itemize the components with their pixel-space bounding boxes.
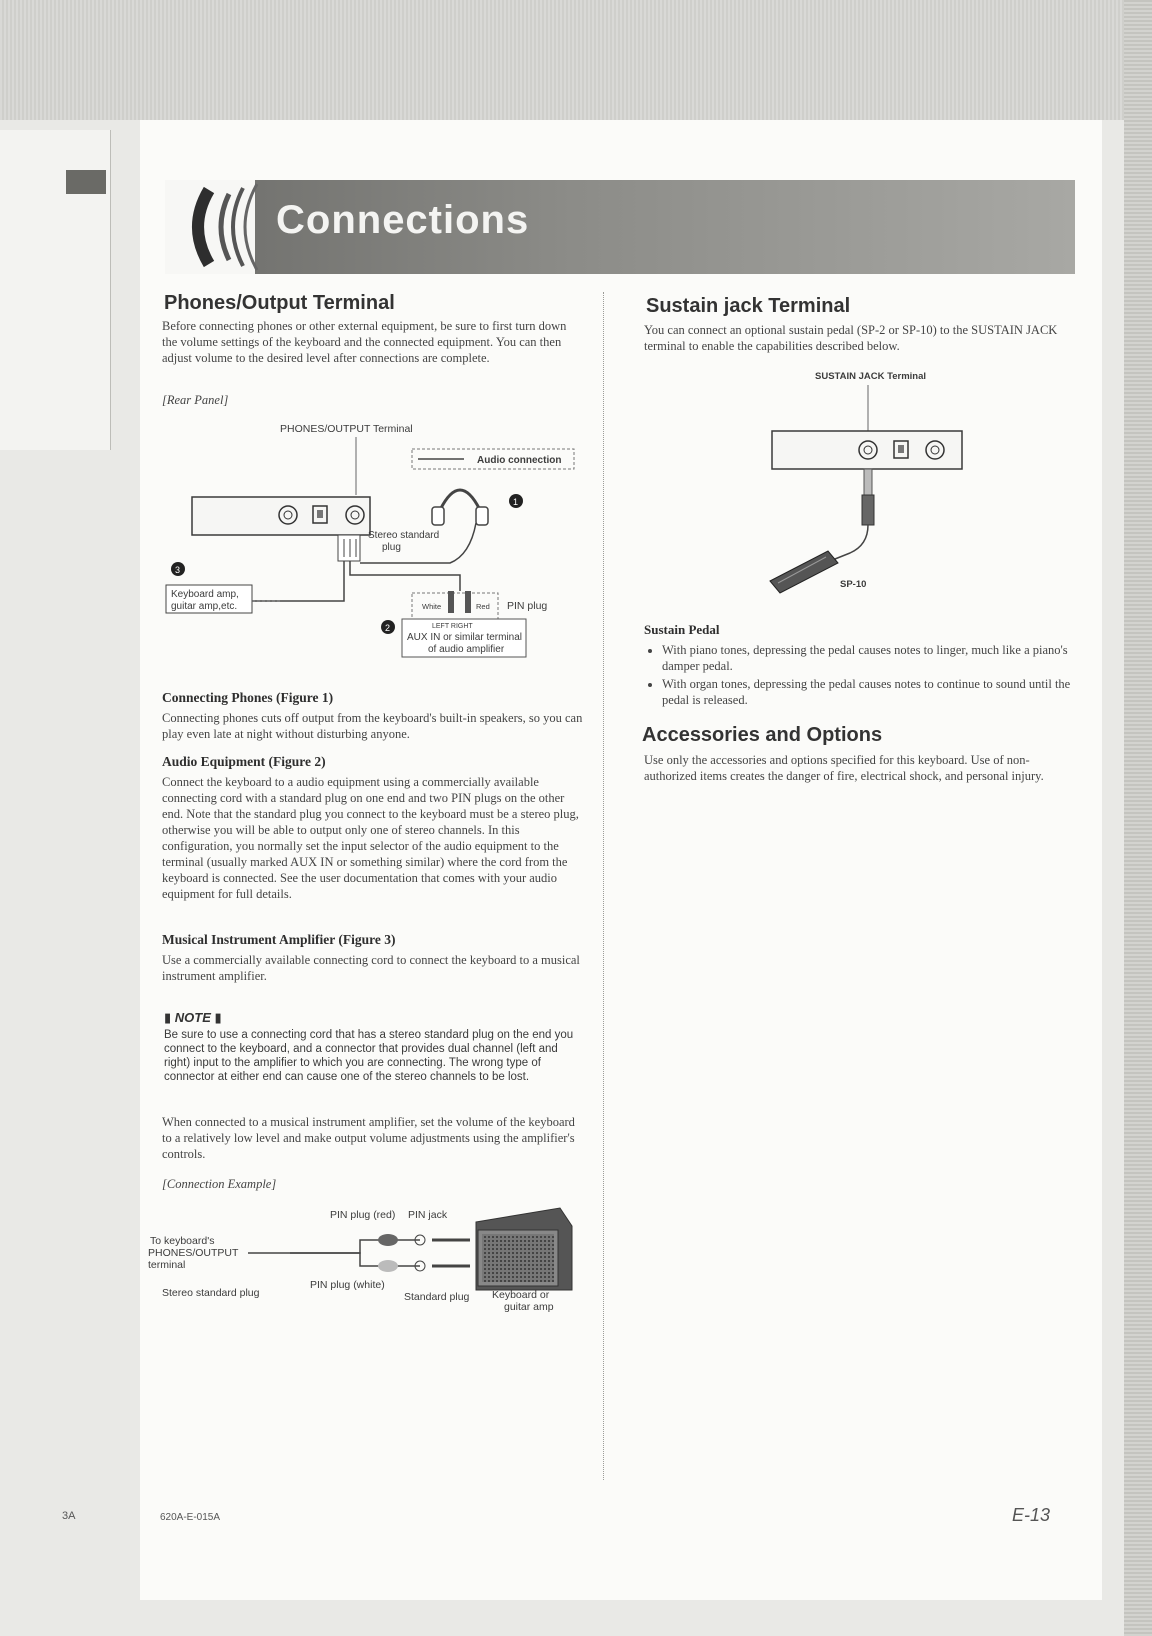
sustain-pedal-title: Sustain Pedal xyxy=(644,622,720,637)
sustain-pedal-bullet-organ: • With organ tones, depressing the pedal causes notes to continue to sound until the pedal is released. xyxy=(662,676,1090,708)
note-title: ▮ NOTE ▮ xyxy=(164,1010,222,1025)
sustain-pedal-bullet-piano: • With piano tones, depressing the pedal causes notes to linger, much like a piano's damper pedal. xyxy=(662,642,1090,674)
svg-text:SP-10: SP-10 xyxy=(840,579,867,590)
page-title: Connections xyxy=(276,198,530,242)
svg-text:White: White xyxy=(422,602,442,611)
svg-text:guitar amp: guitar amp xyxy=(504,1301,554,1313)
svg-text:PHONES/OUTPUT: PHONES/OUTPUT xyxy=(148,1247,239,1259)
phones-output-heading: Phones/Output Terminal xyxy=(164,292,395,314)
svg-text:To keyboard's: To keyboard's xyxy=(150,1235,215,1247)
audio-equipment-title: Audio Equipment (Figure 2) xyxy=(162,754,326,769)
scan-edge-top xyxy=(0,0,1152,120)
svg-text:Keyboard or: Keyboard or xyxy=(492,1289,550,1301)
svg-text:2: 2 xyxy=(385,623,391,633)
svg-text:PIN plug (red): PIN plug (red) xyxy=(330,1209,396,1221)
column-divider xyxy=(603,292,604,1480)
svg-text:terminal: terminal xyxy=(148,1259,186,1271)
svg-text:PIN plug (white): PIN plug (white) xyxy=(310,1279,385,1291)
svg-text:LEFT RIGHT: LEFT RIGHT xyxy=(432,623,473,630)
footer-code: 620A-E-015A xyxy=(160,1512,221,1523)
keyboard-amp-label-1: Keyboard amp, xyxy=(171,589,239,600)
svg-text:PIN jack: PIN jack xyxy=(408,1209,448,1221)
pin-plug-label: PIN plug xyxy=(507,600,548,612)
rear-panel-figure xyxy=(160,415,590,680)
sustain-pedal-list xyxy=(644,642,1090,710)
connecting-phones-title: Connecting Phones (Figure 1) xyxy=(162,690,334,705)
instrument-amplifier-text: Use a commercially available connecting cord to connect the keyboard to a musical instrument amplifier. xyxy=(162,953,580,983)
sound-waves-icon xyxy=(165,180,285,274)
svg-text:SUSTAIN JACK Terminal: SUSTAIN JACK Terminal xyxy=(815,371,927,382)
scan-edge-right xyxy=(1124,0,1152,1636)
sustain-intro-text: You can connect an optional sustain pedal (SP-2 or SP-10) to the SUSTAIN JACK terminal to enable the capabilities described below. xyxy=(644,323,1058,353)
page-number: E-13 xyxy=(1012,1505,1051,1525)
stereo-standard-plug-label-1: Stereo standard xyxy=(368,530,440,541)
accessories-heading: Accessories and Options xyxy=(642,724,883,746)
sustain-jack-figure xyxy=(760,365,980,595)
svg-text:Standard plug: Standard plug xyxy=(404,1291,470,1303)
connection-example-figure xyxy=(140,1196,590,1336)
aux-in-label-2: of audio amplifier xyxy=(428,644,505,655)
svg-text:Red: Red xyxy=(476,602,490,611)
sustain-jack-heading: Sustain jack Terminal xyxy=(646,295,851,317)
connecting-phones-text: Connecting phones cuts off output from the keyboard's built-in speakers, so you can play even late at night without disturbing anyone. xyxy=(162,711,583,741)
accessories-text: Use only the accessories and options specified for this keyboard. Use of non-authorized items creates the danger of fire, electrical shock, and personal injury. xyxy=(644,753,1044,783)
note-text: Be sure to use a connecting cord that has a stereo standard plug on the end you connect to the keyboard, and a connector that provides dual channel (left and right) input to the amplifier to which you are connecting. The wrong type of connector at either end can cause one of the stereo channels to be lost. xyxy=(164,1029,574,1083)
svg-text:3: 3 xyxy=(175,565,181,575)
aux-in-label-1: AUX IN or similar terminal xyxy=(407,632,523,643)
connection-example-label: [Connection Example] xyxy=(162,1177,277,1191)
phones-intro-text: Before connecting phones or other external equipment, be sure to first turn down the volume settings of the keyboard and the connected equipment. You can then adjust volume to the desired level after connections are complete. xyxy=(162,319,567,365)
phones-terminal-label: PHONES/OUTPUT Terminal xyxy=(280,423,413,435)
amp-volume-text: When connected to a musical instrument amplifier, set the volume of the keyboard to a relatively low level and make output volume adjustments using the amplifier's controls. xyxy=(162,1115,575,1161)
audio-connection-legend: Audio connection xyxy=(477,455,562,466)
scan-left-tab xyxy=(66,170,106,194)
svg-text:1: 1 xyxy=(513,497,519,507)
instrument-amplifier-title: Musical Instrument Amplifier (Figure 3) xyxy=(162,932,396,947)
rear-panel-label: [Rear Panel] xyxy=(162,393,229,407)
footer-left-mark: 3A xyxy=(62,1510,76,1522)
audio-equipment-text: Connect the keyboard to a audio equipment using a commercially available connecting cord with a standard plug on one end and two PIN plugs on the other end. Note that the standard plug you connect to the keyboard must be a stereo plug, otherwise you will be able to output only one of stereo channels. In this configuration, you normally set the input selector of the audio equipment to the terminal (usually marked AUX IN or something similar) where the cord from the keyboard is connected. See the user documentation that comes with your audio equipment for full details. xyxy=(162,775,579,901)
svg-text:Stereo standard plug: Stereo standard plug xyxy=(162,1287,260,1299)
keyboard-amp-label-2: guitar amp,etc. xyxy=(171,601,238,612)
stereo-standard-plug-label-2: plug xyxy=(382,542,401,553)
